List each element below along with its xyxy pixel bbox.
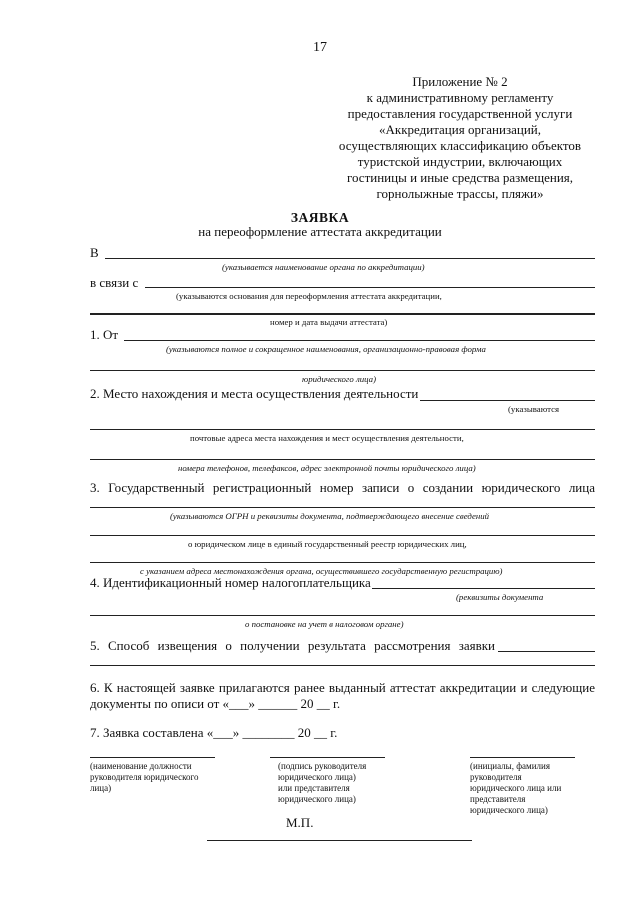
from-field-line[interactable] bbox=[124, 340, 595, 341]
name-caption-line: руководителя bbox=[470, 772, 522, 782]
inn-field-line[interactable] bbox=[372, 588, 595, 589]
notify-label: 5. Способ извещения о получении результата рассмотрения заявки bbox=[90, 638, 495, 653]
appendix-line: Приложение № 2 bbox=[412, 74, 508, 89]
signature-caption-line: юридического лица) bbox=[278, 772, 356, 782]
appendix-line: осуществляющих классификацию объектов bbox=[338, 138, 582, 153]
reg-hint-2: о юридическом лице в единый государственный реестр юридических лиц, bbox=[188, 539, 467, 549]
appendix-line: к административному регламенту bbox=[366, 90, 554, 105]
reason-field-line[interactable] bbox=[145, 287, 595, 288]
signature-line[interactable] bbox=[270, 757, 385, 758]
address-field-line[interactable] bbox=[420, 400, 595, 401]
signature-caption bbox=[278, 761, 366, 805]
signature-caption-line: (подпись руководителя bbox=[278, 761, 367, 771]
from-hint-2: юридического лица) bbox=[302, 374, 377, 384]
reg-hint: (указываются ОГРН и реквизиты документа, подтверждающего внесение сведений bbox=[170, 511, 490, 521]
name-caption bbox=[470, 761, 561, 816]
to-label: В bbox=[90, 245, 99, 260]
reg-label: 3. Государственный регистрационный номер записи о создании юридического лица bbox=[90, 480, 595, 495]
address-hint-2: почтовые адреса места нахождения и мест осуществления деятельности, bbox=[190, 433, 464, 443]
inn-field-line-2[interactable] bbox=[90, 615, 595, 616]
from-field-line-2[interactable] bbox=[90, 370, 595, 371]
inn-hint-2: о постановке на учет в налоговом органе) bbox=[245, 619, 404, 629]
appendix-line: «Аккредитация организаций, bbox=[379, 122, 541, 137]
reason-label: в связи с bbox=[90, 275, 139, 290]
reg-hint-3: с указанием адреса местонахождения органа, осуществившего государственную регистрацию) bbox=[140, 566, 503, 576]
name-caption-line: представителя bbox=[470, 794, 526, 804]
from-hint: (указываются полное и сокращенное наименования, организационно-правовая форма bbox=[166, 344, 486, 354]
address-field-line-3[interactable] bbox=[90, 459, 595, 460]
notify-field-line-2[interactable] bbox=[90, 665, 595, 666]
address-field-line-2[interactable] bbox=[90, 429, 595, 430]
reason-field-line-2[interactable] bbox=[90, 313, 595, 315]
appendix-line: предоставления государственной услуги bbox=[347, 106, 573, 121]
attach-line-1: 6. К настоящей заявке прилагаются ранее выданный аттестат аккредитации и следующие bbox=[90, 680, 595, 695]
form-subtitle: на переоформление аттестата аккредитации bbox=[198, 224, 442, 239]
position-caption bbox=[90, 761, 199, 794]
to-hint: (указывается наименование органа по аккредитации) bbox=[222, 262, 425, 272]
from-label: 1. От bbox=[90, 327, 119, 342]
inn-hint: (реквизиты документа bbox=[456, 592, 544, 602]
reason-hint: (указываются основания для переоформления аттестата аккредитации, bbox=[176, 291, 442, 301]
notify-field-line[interactable] bbox=[498, 651, 595, 652]
address-hint-3: номера телефонов, телефаксов, адрес электронной почты юридического лица) bbox=[178, 463, 476, 473]
position-signature-line[interactable] bbox=[90, 757, 215, 758]
address-label: 2. Место нахождения и места осуществления деятельности bbox=[90, 386, 419, 401]
reg-field-line-2[interactable] bbox=[90, 535, 595, 536]
form-title: ЗАЯВКА bbox=[290, 210, 350, 225]
signature-caption-line: юридического лица) bbox=[278, 794, 356, 804]
reg-field-line-3[interactable] bbox=[90, 562, 595, 563]
to-field-line[interactable] bbox=[105, 258, 595, 259]
position-caption-line: руководителя юридического bbox=[90, 772, 199, 782]
reg-field-line[interactable] bbox=[90, 507, 595, 508]
position-caption-line: лица) bbox=[90, 783, 112, 793]
name-signature-line[interactable] bbox=[470, 757, 575, 758]
inn-label: 4. Идентификационный номер налогоплательщика bbox=[90, 575, 371, 590]
appendix-line: гостиницы и иные средства размещения, bbox=[346, 170, 574, 185]
page-number: 17 bbox=[313, 40, 327, 55]
appendix-line: горнолыжные трассы, пляжи» bbox=[376, 186, 544, 201]
appendix-line: туристской индустрии, включающих bbox=[357, 154, 563, 169]
address-hint: (указываются bbox=[508, 404, 560, 414]
signature-caption-line: или представителя bbox=[278, 783, 350, 793]
name-caption-line: юридического лица) bbox=[470, 805, 548, 815]
name-caption-line: юридического лица или bbox=[470, 783, 562, 793]
reason-hint-2: номер и дата выдачи аттестата) bbox=[270, 317, 388, 327]
stamp-label: М.П. bbox=[286, 815, 314, 830]
stamp-line[interactable] bbox=[207, 840, 472, 841]
position-caption-line: (наименование должности bbox=[90, 761, 192, 771]
attach-line-2: документы по описи от «___» ______ 20 __ г. bbox=[90, 696, 341, 711]
date-line: 7. Заявка составлена «___» ________ 20 __ г. bbox=[90, 725, 338, 740]
appendix-header bbox=[290, 74, 630, 202]
name-caption-line: (инициалы, фамилия bbox=[470, 761, 550, 771]
